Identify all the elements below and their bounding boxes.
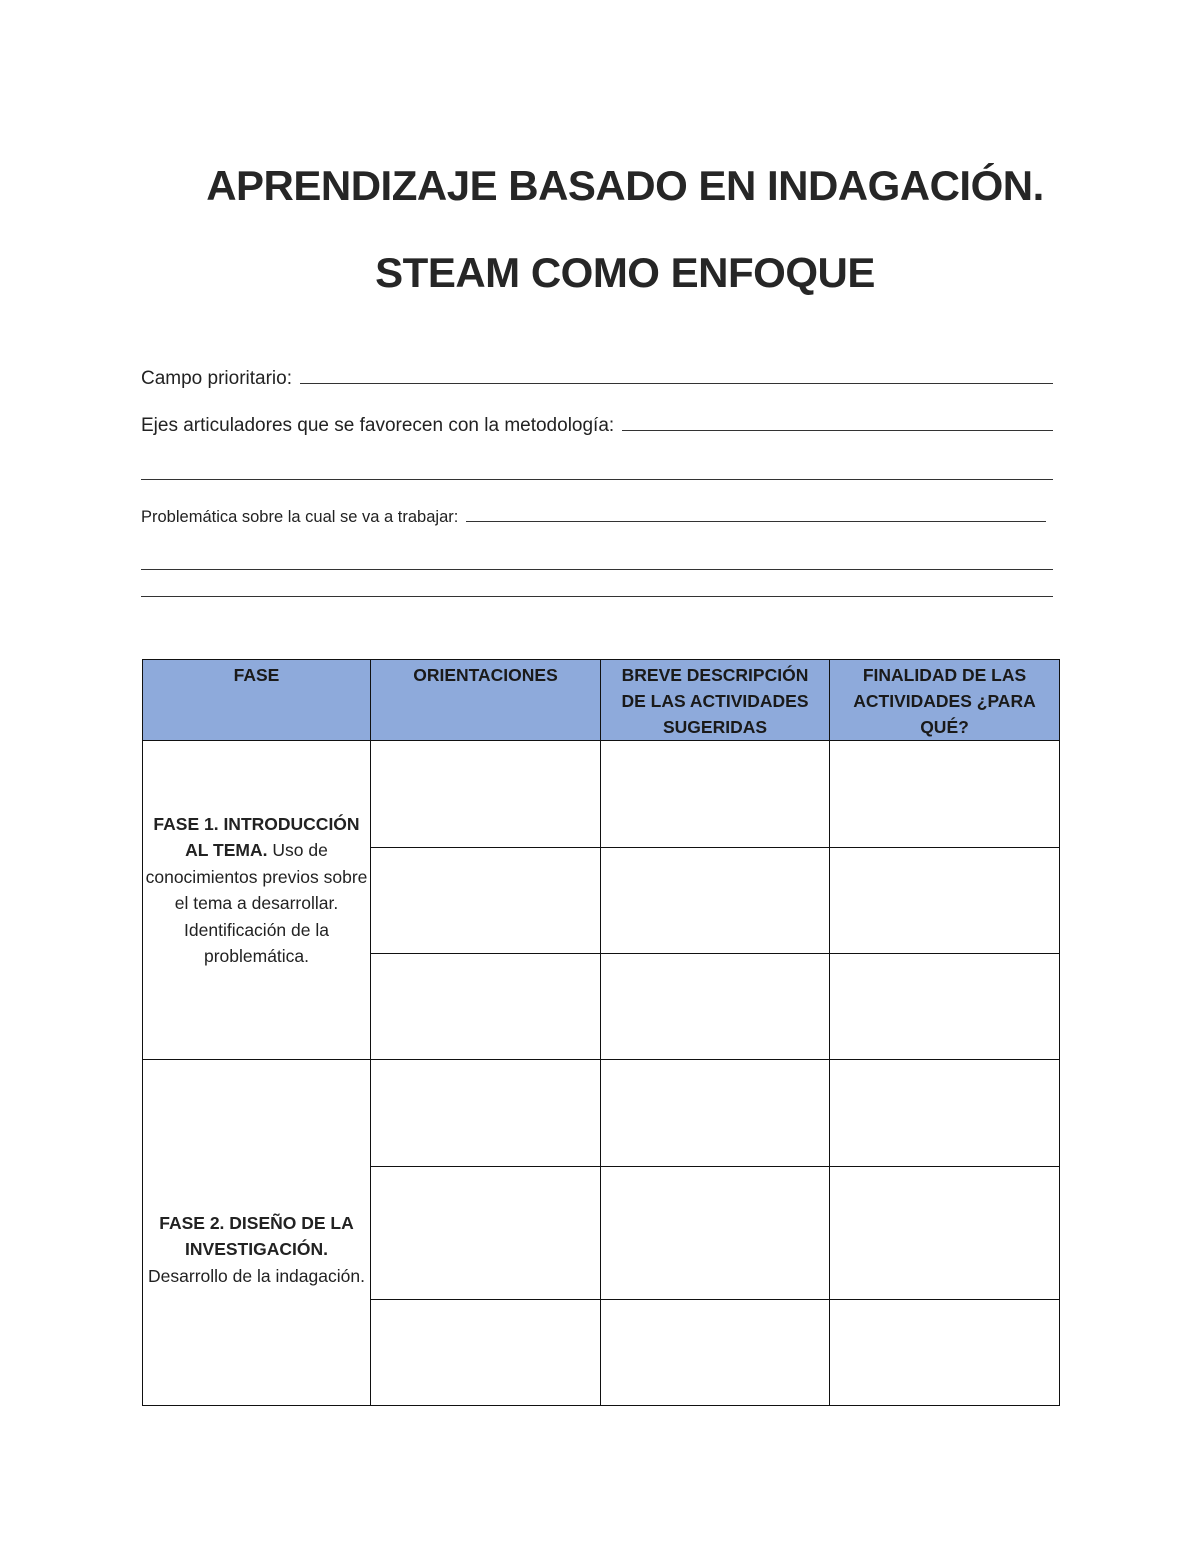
phases-table xyxy=(142,659,1060,1406)
table-cell[interactable] xyxy=(830,1300,1060,1406)
phase-1-title: FASE 1. INTRODUCCIÓN AL TEMA. xyxy=(153,813,360,860)
header-orientaciones: ORIENTACIONES xyxy=(371,660,601,741)
table-cell[interactable] xyxy=(371,1300,601,1406)
table-header-row xyxy=(143,660,1060,741)
table-cell[interactable] xyxy=(830,954,1060,1060)
problematica-blank[interactable] xyxy=(466,503,1046,522)
phase-1-description: Uso de conocimientos previos sobre el tema a desarrollar. Identificación de la problemática. xyxy=(145,840,368,966)
problematica-field[interactable] xyxy=(141,503,1046,527)
table-cell[interactable] xyxy=(371,741,601,848)
phase-2-description: Desarrollo de la indagación. xyxy=(148,1265,365,1286)
table-cell[interactable] xyxy=(601,954,830,1060)
table-row xyxy=(143,741,1060,848)
problematica-extra-line-1[interactable] xyxy=(141,569,1053,570)
problematica-extra-line-2[interactable] xyxy=(141,596,1053,597)
header-descripcion: BREVE DESCRIPCIÓN DE LAS ACTIVIDADES SUGERIDAS xyxy=(601,660,830,741)
table-row xyxy=(143,1060,1060,1167)
problematica-label: Problemática sobre la cual se va a trabajar: xyxy=(141,508,459,526)
phase-1-cell xyxy=(143,741,371,1060)
table-cell[interactable] xyxy=(601,741,830,848)
phase-2-cell xyxy=(143,1060,371,1406)
ejes-articuladores-blank[interactable] xyxy=(622,412,1053,431)
campo-prioritario-label: Campo prioritario: xyxy=(141,368,292,389)
header-fase: FASE xyxy=(143,660,371,741)
table-cell[interactable] xyxy=(371,1060,601,1167)
table-cell[interactable] xyxy=(601,1167,830,1300)
table-cell[interactable] xyxy=(371,954,601,1060)
table-cell[interactable] xyxy=(601,848,830,954)
campo-prioritario-blank[interactable] xyxy=(300,365,1053,384)
ejes-articuladores-extra-line[interactable] xyxy=(141,479,1053,480)
table-cell[interactable] xyxy=(830,848,1060,954)
document-title: APRENDIZAJE BASADO EN INDAGACIÓN. xyxy=(206,162,1044,209)
phase-2-title: FASE 2. DISEÑO DE LA INVESTIGACIÓN. xyxy=(159,1212,354,1260)
document-subtitle: STEAM COMO ENFOQUE xyxy=(375,249,875,296)
ejes-articuladores-label: Ejes articuladores que se favorecen con la metodología: xyxy=(141,415,615,436)
table-cell[interactable] xyxy=(371,1167,601,1300)
campo-prioritario-field[interactable] xyxy=(141,365,1053,390)
table-cell[interactable] xyxy=(830,741,1060,848)
table-cell[interactable] xyxy=(830,1167,1060,1300)
header-finalidad: FINALIDAD DE LAS ACTIVIDADES ¿PARA QUÉ? xyxy=(830,660,1060,741)
ejes-articuladores-field[interactable] xyxy=(141,412,1053,437)
table-cell[interactable] xyxy=(371,848,601,954)
table-cell[interactable] xyxy=(601,1060,830,1167)
table-cell[interactable] xyxy=(601,1300,830,1406)
table-cell[interactable] xyxy=(830,1060,1060,1167)
